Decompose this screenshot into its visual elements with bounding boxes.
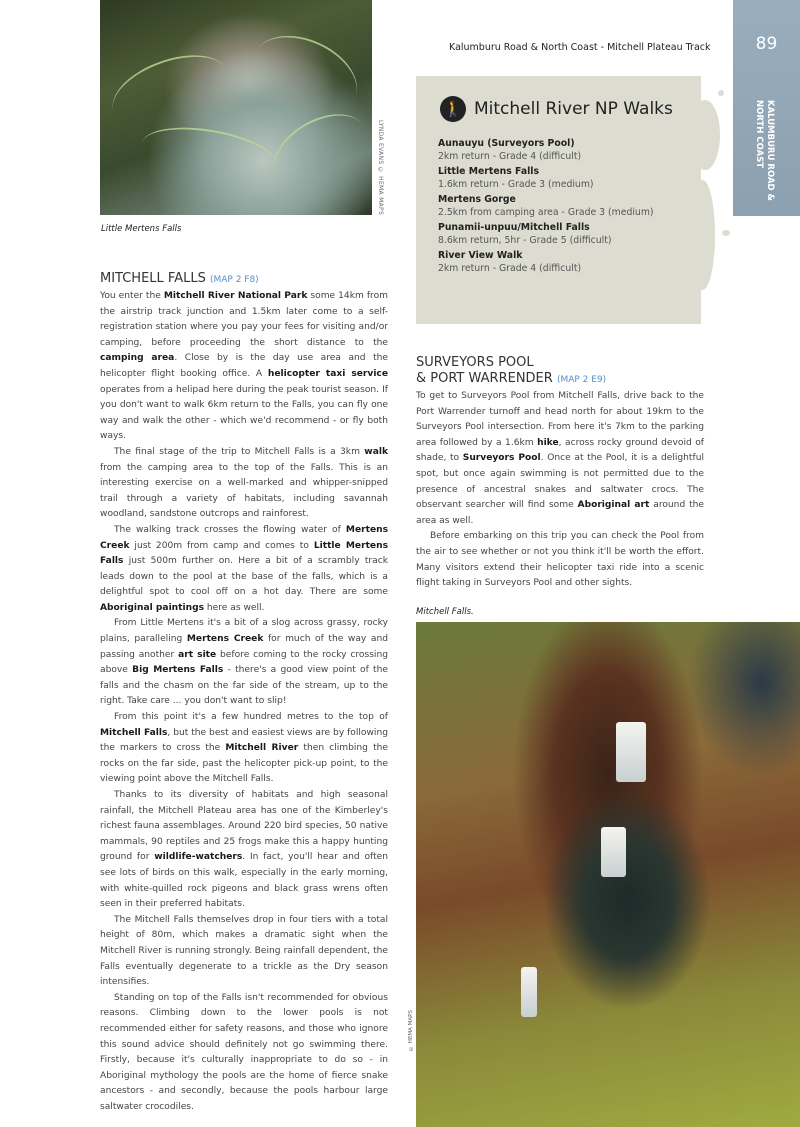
walk-detail: 2km return - Grade 4 (difficult) — [438, 262, 582, 274]
text-run: . Close by is the day use area and the helicopter flight booking office. A — [100, 353, 388, 379]
running-head: Kalumburu Road & North Coast - Mitchell Plateau Track — [449, 42, 711, 53]
little-mertens-falls-photo — [100, 0, 372, 215]
walks-list — [438, 138, 654, 278]
heading-text: & PORT WARRENDER — [416, 371, 553, 386]
highlighted-term: helicopter taxi service — [267, 368, 388, 379]
page-number: 89 — [755, 34, 778, 54]
highlighted-term: art site — [178, 649, 217, 660]
paragraph — [100, 788, 388, 913]
walk-detail: 1.6km return - Grade 3 (medium) — [438, 178, 594, 190]
text-run: some 14km from the airstrip track junction and 1.5km later come to a self-registration station where you pay your fees for visiting and/or camping, before proceeding the short distance to the — [100, 291, 388, 348]
map-reference: (MAP 2 E9) — [556, 375, 607, 385]
paragraph — [100, 710, 388, 788]
text-run: The final stage of the trip to Mitchell Falls is a 3km — [114, 446, 365, 457]
text-run: . In fact, you'll hear and often see lots of birds on this walk, especially in the early morning, with white-quilled rock pigeons and black grass wrens often seen in their preferred habitats. — [100, 852, 388, 910]
paragraph — [100, 523, 388, 617]
text-run: You enter the — [100, 291, 164, 301]
highlighted-term: Big Mertens Falls — [132, 665, 224, 676]
text-run: Standing on top of the Falls isn't recommended for obvious reasons. Climbing down to the lower pools is not recommended either for safety reasons, and those who ignore this sound advice should definitely not go swimming there. Firstly, because it's culturally inappropriate to do so - in Aboriginal mythology the pools are the home of fierce snake ancestors - and secondly, because the pools harbour large saltwater crocodiles. — [100, 992, 388, 1112]
photo-caption: Little Mertens Falls — [101, 224, 182, 234]
text-run: To get to Surveyors Pool from Mitchell Falls, drive back to the Port Warrender turnoff and head north for about 19km to the Surveyors Pool intersection. From here it's 7km to the parking area followed by a 1.6km — [416, 391, 704, 448]
mitchell-falls-body — [100, 289, 388, 1115]
paragraph — [100, 616, 388, 710]
paragraph — [100, 289, 388, 445]
walk-item — [438, 250, 654, 275]
text-run: . Once at the Pool, it is a delightful spot, but once again swimming is not permitted due to the presence of ancestral snakes and saltwater crocs. The observant searcher will find some — [416, 453, 704, 511]
photo-credit: LYNDA EVANS © HEMA MAPS — [377, 120, 384, 216]
highlighted-term: Mitchell River — [225, 743, 299, 754]
walk-detail: 2km return - Grade 4 (difficult) — [438, 150, 582, 162]
paragraph — [100, 445, 388, 523]
text-run: here as well. — [204, 602, 265, 613]
walk-item — [438, 222, 654, 247]
highlighted-term: wildlife-watchers — [154, 852, 243, 863]
highlighted-term: Aboriginal paintings — [100, 602, 205, 613]
text-run: for much of the way and passing another — [100, 634, 389, 660]
walk-name: River View Walk — [438, 250, 523, 261]
highlighted-term: Surveyors Pool — [462, 453, 541, 464]
walk-name: Little Mertens Falls — [438, 166, 539, 177]
walk-name: Aunauyu (Surveyors Pool) — [438, 138, 575, 149]
text-run: just 200m from camp and comes to — [129, 540, 314, 551]
section-tab — [733, 0, 800, 216]
map-reference: (MAP 2 F8) — [209, 275, 259, 285]
text-run: before coming to the rocky crossing above — [100, 649, 388, 676]
mitchell-falls-aerial-photo — [416, 622, 800, 1127]
paragraph — [100, 991, 388, 1116]
walks-box-title: Mitchell River NP Walks — [474, 99, 673, 119]
text-run: , but the best and easiest views are by following the markers to cross the — [100, 727, 388, 754]
highlighted-term: walk — [364, 446, 388, 457]
walks-box — [416, 76, 701, 324]
walk-item — [438, 166, 654, 191]
hiker-icon: 🚶 — [440, 96, 466, 122]
highlighted-term: Little Mertens Falls — [100, 540, 388, 567]
text-run: from the camping area to the top of the Falls. This is an interesting exercise on a well-marked and whipper-snipped trail through a variety of habitats, including savannah woodland, sandstone outcrops and rainforest. — [100, 462, 388, 520]
paragraph — [416, 529, 704, 591]
highlighted-term: Mitchell River National Park — [163, 291, 308, 301]
text-run: just 500m further on. Here a bit of a scrambly track leads down to the pool at the base of the falls, which is a delightful spot to cool off on a hot day. There are some — [100, 556, 388, 598]
walk-item — [438, 194, 654, 219]
walk-detail: 8.6km return, 5hr - Grade 5 (difficult) — [438, 234, 612, 246]
text-run: , across rocky ground devoid of shade, to — [416, 437, 704, 464]
text-run: Thanks to its diversity of habitats and high seasonal rainfall, the Mitchell Plateau area has one of the Kimberley's richest fauna assemblages. Around 220 bird species, 50 native mammals, 90 reptiles and 25 frogs make this a happy hunting ground for — [100, 790, 388, 863]
heading-text: SURVEYORS POOL — [416, 355, 534, 370]
text-run: The walking track crosses the flowing water of — [114, 524, 346, 535]
photo-credit: © HEMA MAPS — [408, 1010, 414, 1051]
highlighted-term: hike — [537, 437, 559, 448]
highlighted-term: Aboriginal art — [577, 500, 650, 511]
section-tab-label: KALUMBURU ROAD & NORTH COAST — [754, 100, 775, 201]
text-run: Before embarking on this trip you can check the Pool from the air to see whether or not you think it'll be worth the effort. Many visitors extend their helicopter taxi ride into a scenic flight taking in Surveyors Pool and other sights. — [416, 531, 704, 589]
paragraph — [100, 913, 388, 991]
highlighted-term: Mitchell Falls — [100, 727, 168, 738]
text-run: operates from a helipad here during the peak tourist season. If you don't want to walk 6km return to the Falls, you can fly one way and walk the other - which we'd recommend - or fly both ways. — [100, 384, 388, 442]
highlighted-term: camping area — [100, 353, 175, 364]
text-run: The Mitchell Falls themselves drop in four tiers with a total height of 80m, which makes a dramatic sight when the Mitchell River is running strongly. Being rainfall dependent, the Falls eventually degenerate to a trickle as the Dry season intensifies. — [100, 914, 388, 988]
heading-text: MITCHELL FALLS — [100, 271, 206, 286]
text-run: From Little Mertens it's a bit of a slog across grassy, rocky plains, paralleling — [100, 618, 388, 645]
walk-item — [438, 138, 654, 163]
highlighted-term: Mertens Creek — [100, 524, 388, 551]
surveyors-pool-body — [416, 389, 704, 592]
photo-caption: Mitchell Falls. — [416, 607, 474, 617]
walk-name: Punamii-unpuu/Mitchell Falls — [438, 222, 590, 233]
section-heading-mitchell-falls — [100, 271, 259, 288]
walk-detail: 2.5km from camping area - Grade 3 (medium) — [438, 206, 654, 218]
text-run: - there's a good view point of the falls and the chasm on the far side of the stream, up to the right. Take care ... you don't want to slip! — [100, 665, 388, 707]
text-run: From this point it's a few hundred metres to the top of — [114, 712, 388, 723]
text-run: around the area as well. — [416, 500, 704, 526]
section-heading-surveyors-pool — [416, 355, 606, 388]
paragraph — [416, 389, 704, 529]
highlighted-term: Mertens Creek — [186, 634, 264, 645]
text-run: then climbing the rocks on the far side, past the helicopter pick-up point, to the viewing point above the Mitchell Falls. — [100, 743, 388, 785]
walk-name: Mertens Gorge — [438, 194, 516, 205]
